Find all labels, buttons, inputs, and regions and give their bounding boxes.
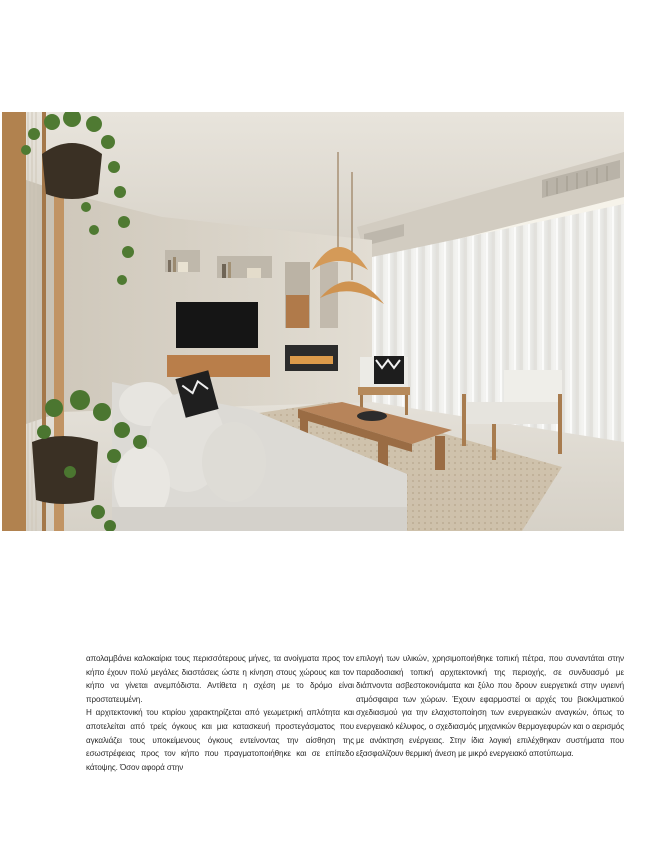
article-column-left [86,652,354,774]
article-paragraph: Η αρχιτεκτονική του κτιρίου χαρακτηρίζεται από γεωμετρική απλότητα και αποτελείται από τρείς όγκους και μια κατασκευή προστεγάσματος που αγκαλιάζει τους υποκείμενους όγκους εντείνοντας την αίσθηση της εσωστρέφειας προς τον κήπο που πραγματοποιήθηκε και σε επίπεδο κάτοψης. Όσον αφορά στην [86,708,354,772]
article-paragraph: επιλογή των υλικών, χρησιμοποιήθηκε τοπική πέτρα, που συναντάται στην παραδοσιακή τοπική αρχιτεκτονική της περιοχής, σε συνδυασμό με διάπνοντα ασβεστοκονιάματα και ξύλο που δρουν ευεργετικά στην υγιεινή ατμόσφαιρα των χώρων. Έχουν εφαρμοστεί οι αρχές του βιοκλιματικού σχεδιασμού για την ελαχιστοποίηση των ενεργειακών αναγκών, όπως το ενεργειακό κέλυφος, ο σχεδιασμός μηχανικών θερμογεφυρών και ο αερισμός με ανάκτηση ενέργειας. Στην ίδια λογική επιλέχθηκαν συστήματα που εξασφαλίζουν θερμική άνεση με μικρό ενεργειακό αποτύπωμα. [356,654,624,759]
living-room-photo [2,112,624,531]
wood-column [2,112,26,531]
article-paragraph: απολαμβάνει καλοκαίρια τους περισσότερους μήνες, τα ανοίγματα προς τον κήπο έχουν πολύ μεγάλες διαστάσεις ώστε η κίνηση στους χώρους και τον κήπο να γίνεται ανεμπόδιστα. Αντίθετα η σχέση με το δρόμο είναι προστατευμένη. [86,654,354,704]
television [176,302,258,348]
article-column-right [356,652,624,761]
tv-console [167,355,270,377]
